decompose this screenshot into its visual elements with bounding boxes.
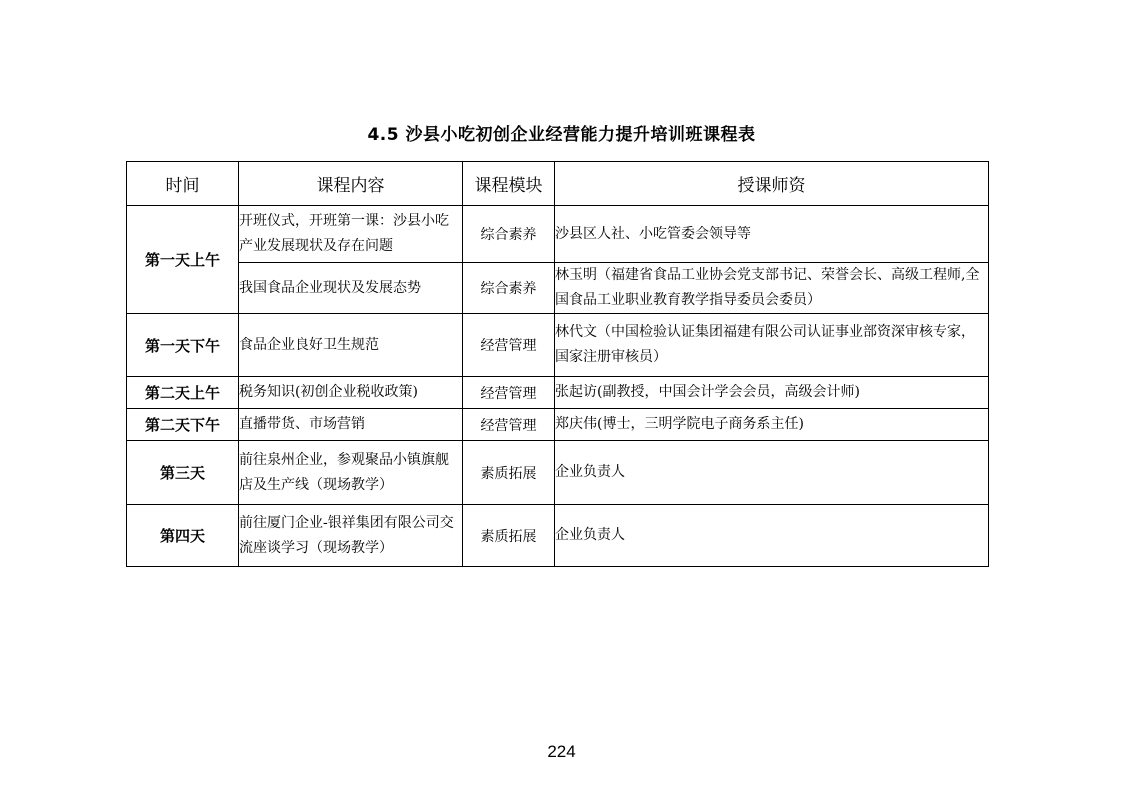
time-cell: 第四天 bbox=[127, 505, 239, 567]
content-cell: 前往厦门企业-银祥集团有限公司交流座谈学习（现场教学） bbox=[239, 505, 463, 567]
table-row bbox=[127, 206, 989, 263]
content-cell: 开班仪式，开班第一课：沙县小吃产业发展现状及存在问题 bbox=[239, 206, 463, 263]
teacher-cell: 林代文（中国检验认证集团福建有限公司认证事业部资深审核专家，国家注册审核员） bbox=[555, 314, 989, 377]
module-cell: 经营管理 bbox=[463, 377, 555, 409]
time-cell: 第一天上午 bbox=[127, 206, 239, 314]
content-cell: 食品企业良好卫生规范 bbox=[239, 314, 463, 377]
content-cell: 直播带货、市场营销 bbox=[239, 409, 463, 441]
module-cell: 素质拓展 bbox=[463, 505, 555, 567]
teacher-cell: 沙县区人社、小吃管委会领导等 bbox=[555, 206, 989, 263]
time-cell: 第二天上午 bbox=[127, 377, 239, 409]
module-cell: 综合素养 bbox=[463, 206, 555, 263]
table-row bbox=[127, 505, 989, 567]
teacher-cell: 企业负责人 bbox=[555, 505, 989, 567]
content-cell: 前往泉州企业，参观聚品小镇旗舰店及生产线（现场教学） bbox=[239, 441, 463, 505]
teacher-cell: 张起访(副教授，中国会计学会会员，高级会计师) bbox=[555, 377, 989, 409]
header-module: 课程模块 bbox=[463, 162, 555, 206]
header-content: 课程内容 bbox=[239, 162, 463, 206]
header-teacher: 授课师资 bbox=[555, 162, 989, 206]
content-cell: 我国食品企业现状及发展态势 bbox=[239, 263, 463, 314]
teacher-cell: 林玉明（福建省食品工业协会党支部书记、荣誉会长、高级工程师,全国食品工业职业教育教学指导委员会委员） bbox=[555, 263, 989, 314]
page-number: 224 bbox=[547, 742, 576, 761]
table-row bbox=[127, 409, 989, 441]
table-header-row bbox=[127, 162, 989, 206]
table-row bbox=[127, 441, 989, 505]
time-cell: 第一天下午 bbox=[127, 314, 239, 377]
table-title: 4.5 沙县小吃初创企业经营能力提升培训班课程表 bbox=[367, 125, 756, 145]
content-cell: 税务知识(初创企业税收政策) bbox=[239, 377, 463, 409]
module-cell: 素质拓展 bbox=[463, 441, 555, 505]
time-cell: 第三天 bbox=[127, 441, 239, 505]
course-schedule-table bbox=[126, 161, 989, 567]
time-cell: 第二天下午 bbox=[127, 409, 239, 441]
table-row bbox=[127, 377, 989, 409]
table-row bbox=[127, 263, 989, 314]
module-cell: 经营管理 bbox=[463, 314, 555, 377]
teacher-cell: 郑庆伟(博士，三明学院电子商务系主任) bbox=[555, 409, 989, 441]
teacher-cell: 企业负责人 bbox=[555, 441, 989, 505]
module-cell: 综合素养 bbox=[463, 263, 555, 314]
module-cell: 经营管理 bbox=[463, 409, 555, 441]
header-time: 时间 bbox=[127, 162, 239, 206]
table-row bbox=[127, 314, 989, 377]
